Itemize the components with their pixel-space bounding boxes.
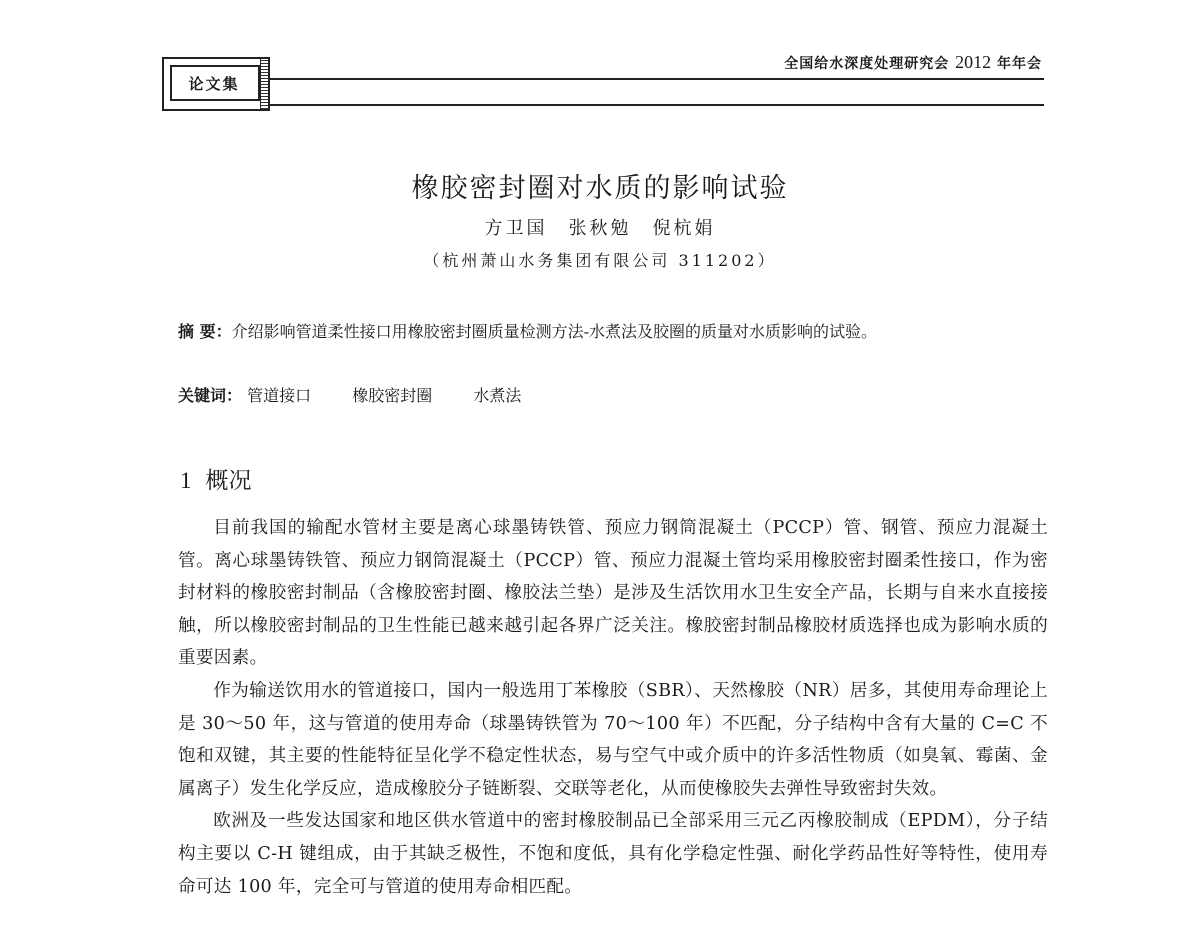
paper-affiliation: （杭州萧山水务集团有限公司 311202） — [423, 251, 777, 270]
paper-title: 橡胶密封圈对水质的影响试验 — [411, 173, 789, 204]
keyword: 水煮法 — [473, 386, 522, 405]
proceedings-badge — [162, 57, 270, 111]
abstract-label: 摘 要： — [178, 322, 232, 341]
conference-name — [784, 52, 1042, 73]
section-title: 概况 — [205, 468, 252, 494]
section-body — [178, 512, 1048, 903]
conference-prefix: 全国给水深度处理研究会 — [784, 56, 950, 72]
abstract-text: 介绍影响管道柔性接口用橡胶密封圈质量检测方法-水煮法及胶圈的质量对水质影响的试验。 — [231, 322, 877, 341]
header-rule-top — [270, 78, 1044, 80]
body-paragraph: 作为输送饮用水的管道接口，国内一般选用丁苯橡胶（SBR）、天然橡胶（NR）居多，其使用寿命理论上是 30～50 年，这与管道的使用寿命（球墨铸铁管为 70～100 年）不匹配，分子结构中含有大量的 C=C 不饱和双键，其主要的性能特征呈化学不稳定性状态，易与空气中或介质中的许多活性物质（如臭氧、霉菌、金属离子）发生化学反应，造成橡胶分子链断裂、交联等老化，从而使橡胶失去弹性导致密封失效。 — [178, 680, 1048, 799]
body-paragraph: 欧洲及一些发达国家和地区供水管道中的密封橡胶制品已全部采用三元乙丙橡胶制成（EPDM），分子结构主要以 C-H 键组成，由于其缺乏极性，不饱和度低，具有化学稳定性强、耐化学药品性好等特性，使用寿命可达 100 年，完全可与管道的使用寿命相匹配。 — [178, 811, 1048, 897]
keyword: 管道接口 — [247, 386, 312, 405]
header-rule-bottom — [270, 104, 1044, 106]
keywords-label: 关键词： — [178, 386, 243, 405]
proceedings-badge-label: 论文集 — [188, 75, 240, 93]
conference-year: 2012 — [955, 52, 992, 72]
keywords — [178, 383, 557, 406]
conference-suffix: 年年会 — [997, 56, 1042, 72]
section-heading — [180, 462, 252, 495]
paper-authors: 方卫国 张秋勉 倪杭娟 — [484, 218, 716, 239]
keyword: 橡胶密封圈 — [352, 386, 433, 405]
body-paragraph: 目前我国的输配水管材主要是离心球墨铸铁管、预应力钢筒混凝土（PCCP）管、钢管、预应力混凝土管。离心球墨铸铁管、预应力钢筒混凝土（PCCP）管、预应力混凝土管均采用橡胶密封圈柔性接口，作为密封材料的橡胶密封制品（含橡胶密封圈、橡胶法兰垫）是涉及生活饮用水卫生安全产品，长期与自来水直接接触，所以橡胶密封制品的卫生性能已越来越引起各界广泛关注。橡胶密封制品橡胶材质选择也成为影响水质的重要因素。 — [178, 518, 1048, 669]
section-number: 1 — [180, 468, 192, 493]
abstract — [178, 318, 1048, 346]
